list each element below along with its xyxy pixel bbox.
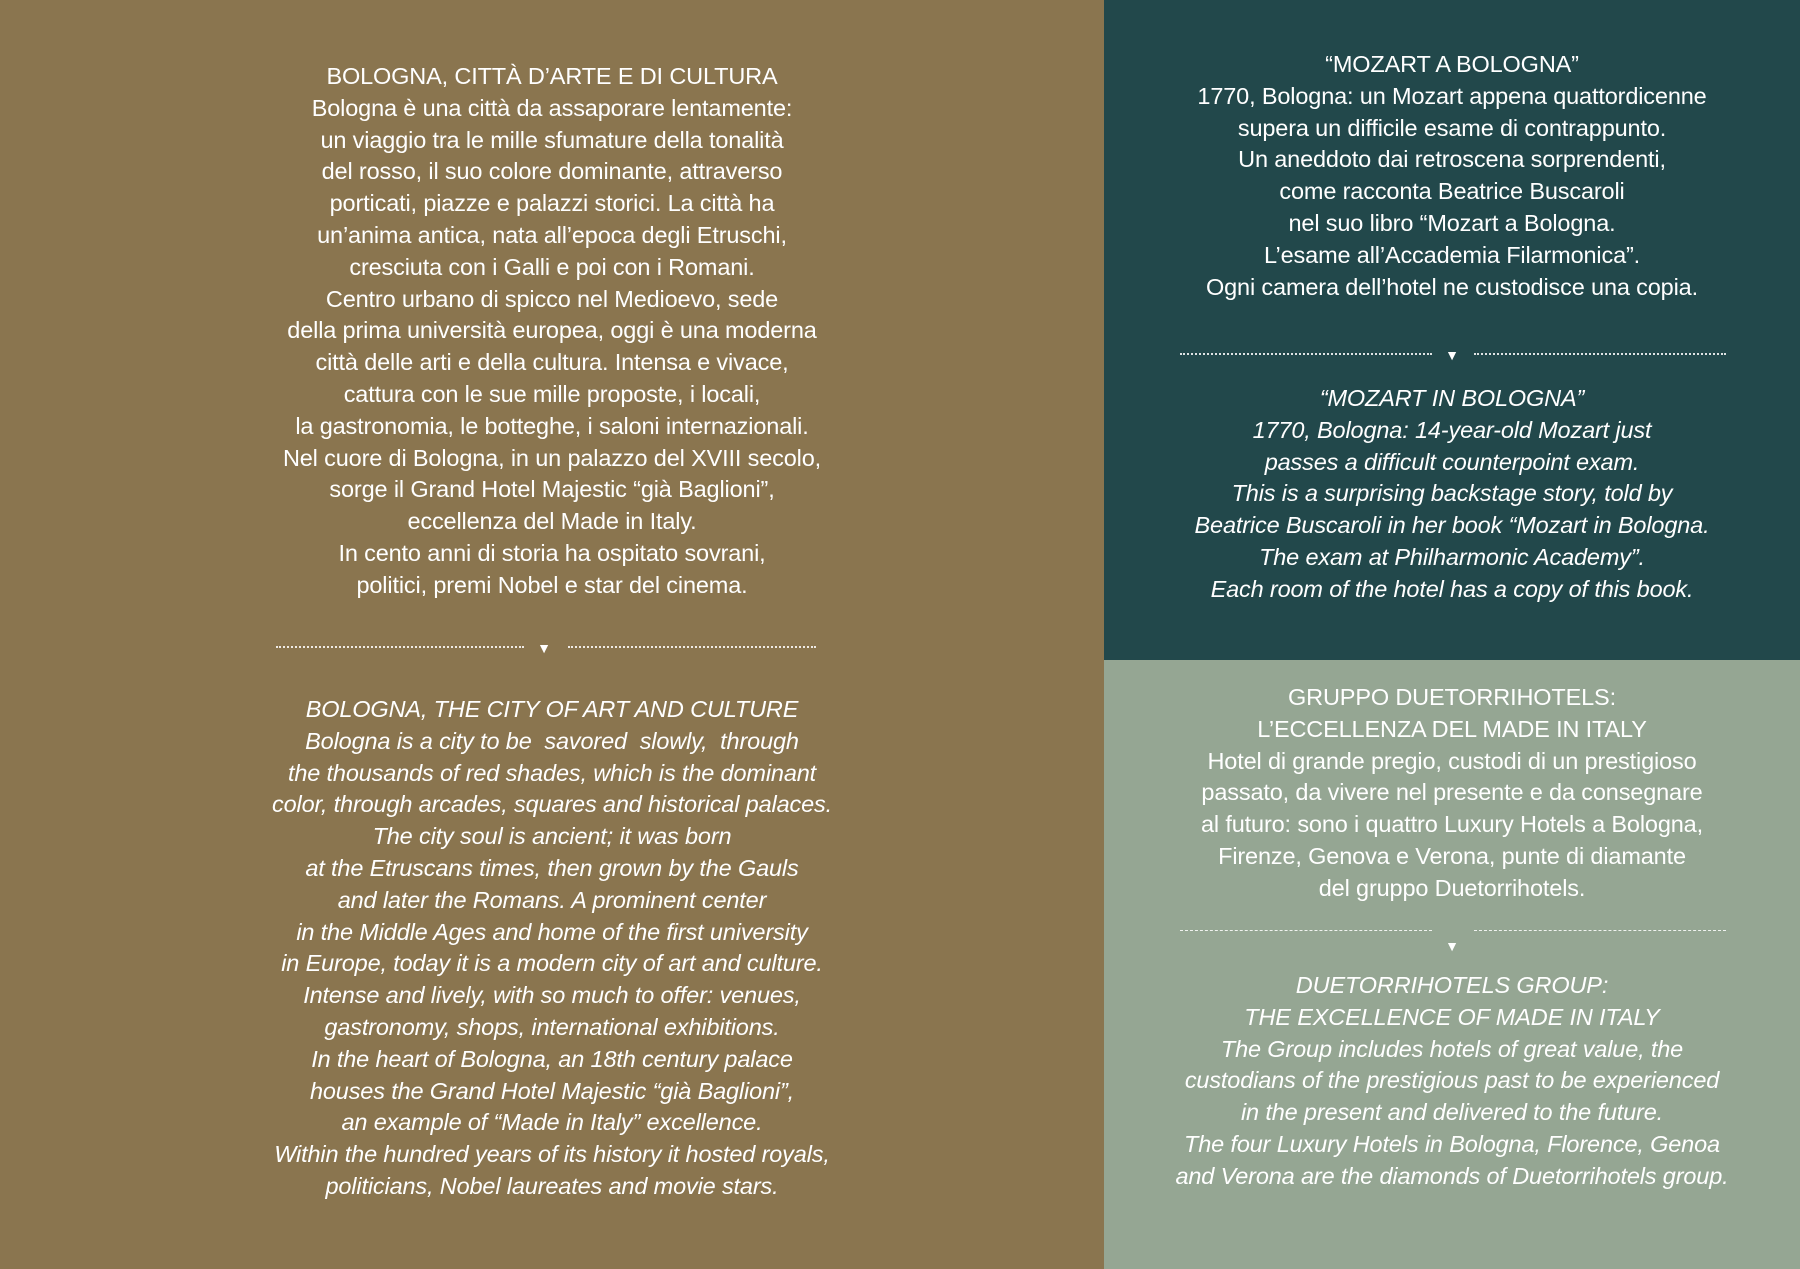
text-line: in Europe, today it is a modern city of art and culture. (281, 950, 823, 977)
text-line: The four Luxury Hotels in Bologna, Florence, Genoa (1184, 1130, 1720, 1157)
text-line: The Group includes hotels of great value, the (1220, 1035, 1684, 1062)
text-line: THE EXCELLENCE OF MADE IN ITALY (1244, 1003, 1660, 1030)
mozart-italian-text (1104, 49, 1800, 303)
mozart-english-text (1104, 383, 1800, 606)
text-line: Hotel di grande pregio, custodi di un prestigioso (1207, 747, 1697, 774)
duetorri-italian-text (1104, 682, 1800, 905)
text-line: al futuro: sono i quattro Luxury Hotels a Bologna, (1201, 811, 1703, 838)
text-line: Firenze, Genova e Verona, punte di diamante (1218, 842, 1686, 869)
section-heading: DUETORRIHOTELS GROUP: (1295, 972, 1609, 998)
mozart-panel (1104, 0, 1800, 660)
text-line: Beatrice Buscaroli in her book “Mozart in Bologna. (1194, 512, 1710, 539)
text-line: houses the Grand Hotel Majestic “già Baglioni”, (309, 1077, 795, 1104)
text-line: passes a difficult counterpoint exam. (1264, 448, 1640, 475)
text-line: 1770, Bologna: 14-year-old Mozart just (1252, 416, 1652, 443)
heart-icon: ▼ (537, 640, 551, 656)
text-line: Bologna is a city to be savored slowly, through (305, 727, 799, 754)
text-line: The city soul is ancient; it was born (372, 823, 732, 850)
text-line: nel suo libro “Mozart a Bologna. (1288, 209, 1616, 236)
divider-dashes-right (1474, 930, 1726, 931)
text-line: passato, da vivere nel presente e da consegnare (1201, 779, 1703, 806)
text-line: della prima università europea, oggi è una moderna (287, 317, 817, 344)
text-line: in the Middle Ages and home of the first university (296, 918, 808, 945)
text-line: Centro urbano di spicco nel Medioevo, sede (325, 285, 779, 312)
text-line: cattura con le sue mille proposte, i locali, (343, 380, 761, 407)
bologna-english-text (0, 694, 1104, 1203)
text-line: del gruppo Duetorrihotels. (1318, 874, 1586, 901)
text-line: L’ECCELLENZA DEL MADE IN ITALY (1257, 715, 1647, 742)
text-line: in the present and delivered to the future. (1240, 1099, 1664, 1126)
section-heading: GRUPPO DUETORRIHOTELS: (1288, 684, 1616, 710)
text-line: porticati, piazze e palazzi storici. La città ha (329, 190, 775, 217)
text-line: sorge il Grand Hotel Majestic “già Baglioni”, (329, 476, 775, 503)
text-line: politici, premi Nobel e star del cinema. (356, 571, 748, 598)
text-line: Bologna è una città da assaporare lentamente: (311, 94, 793, 121)
text-line: Un aneddoto dai retroscena sorprendenti, (1238, 146, 1666, 173)
text-line: and later the Romans. A prominent center (337, 886, 767, 913)
divider-dots-left (276, 646, 524, 648)
bologna-divider (0, 638, 1104, 658)
text-line: custodians of the prestigious past to be experienced (1184, 1067, 1720, 1094)
text-line: Ogni camera dell’hotel ne custodisce una copia. (1206, 273, 1698, 300)
mozart-divider (1104, 345, 1800, 365)
heart-icon: ▼ (1445, 938, 1459, 954)
heart-icon: ▼ (1445, 347, 1459, 363)
section-heading: BOLOGNA, THE CITY OF ART AND CULTURE (305, 696, 799, 722)
section-heading: “MOZART IN BOLOGNA” (1319, 385, 1585, 411)
text-line: città delle arti e della cultura. Intensa e vivace, (315, 349, 789, 376)
divider-dashes-left (1180, 930, 1432, 931)
text-line: the thousands of red shades, which is the dominant (287, 759, 817, 786)
text-line: Within the hundred years of its history it hosted royals, (274, 1141, 830, 1168)
text-line: gastronomy, shops, international exhibitions. (324, 1013, 780, 1040)
divider-dots-right (1474, 353, 1726, 355)
section-heading: BOLOGNA, CITTÀ D’ARTE E DI CULTURA (326, 63, 778, 89)
text-line: del rosso, il suo colore dominante, attraverso (321, 158, 783, 185)
text-line: Intense and lively, with so much to offer: venues, (303, 982, 801, 1009)
text-line: and Verona are the diamonds of Duetorrihotels group. (1175, 1162, 1729, 1189)
text-line: at the Etruscans times, then grown by the Gauls (305, 854, 799, 881)
duetorri-english-text (1104, 970, 1800, 1193)
text-line: In cento anni di storia ha ospitato sovrani, (338, 539, 766, 566)
text-line: This is a surprising backstage story, told by (1231, 480, 1673, 507)
section-heading: “MOZART A BOLOGNA” (1325, 51, 1579, 77)
text-line: cresciuta con i Galli e poi con i Romani. (349, 253, 755, 280)
text-line: eccellenza del Made in Italy. (407, 508, 697, 535)
text-line: Each room of the hotel has a copy of this book. (1210, 575, 1694, 602)
text-line: In the heart of Bologna, an 18th century palace (311, 1045, 793, 1072)
text-line: un’anima antica, nata all’epoca degli Etruschi, (317, 221, 787, 248)
text-line: come racconta Beatrice Buscaroli (1279, 178, 1625, 205)
duetorri-divider (1104, 922, 1800, 956)
text-line: Nel cuore di Bologna, in un palazzo del XVIII secolo, (282, 444, 822, 471)
text-line: an example of “Made in Italy” excellence. (341, 1109, 763, 1136)
text-line: la gastronomia, le botteghe, i saloni internazionali. (295, 412, 809, 439)
duetorri-panel (1104, 660, 1800, 1269)
text-line: 1770, Bologna: un Mozart appena quattordicenne (1197, 82, 1707, 109)
divider-dots-left (1180, 353, 1432, 355)
bologna-italian-text (0, 61, 1104, 602)
text-line: color, through arcades, squares and historical palaces. (272, 791, 832, 818)
divider-dots-right (568, 646, 816, 648)
text-line: L’esame all’Accademia Filarmonica”. (1263, 241, 1641, 268)
text-line: The exam at Philharmonic Academy”. (1259, 543, 1645, 570)
text-line: politicians, Nobel laureates and movie stars. (325, 1172, 779, 1199)
text-line: supera un difficile esame di contrappunto. (1237, 114, 1667, 141)
text-line: un viaggio tra le mille sfumature della tonalità (320, 126, 784, 153)
